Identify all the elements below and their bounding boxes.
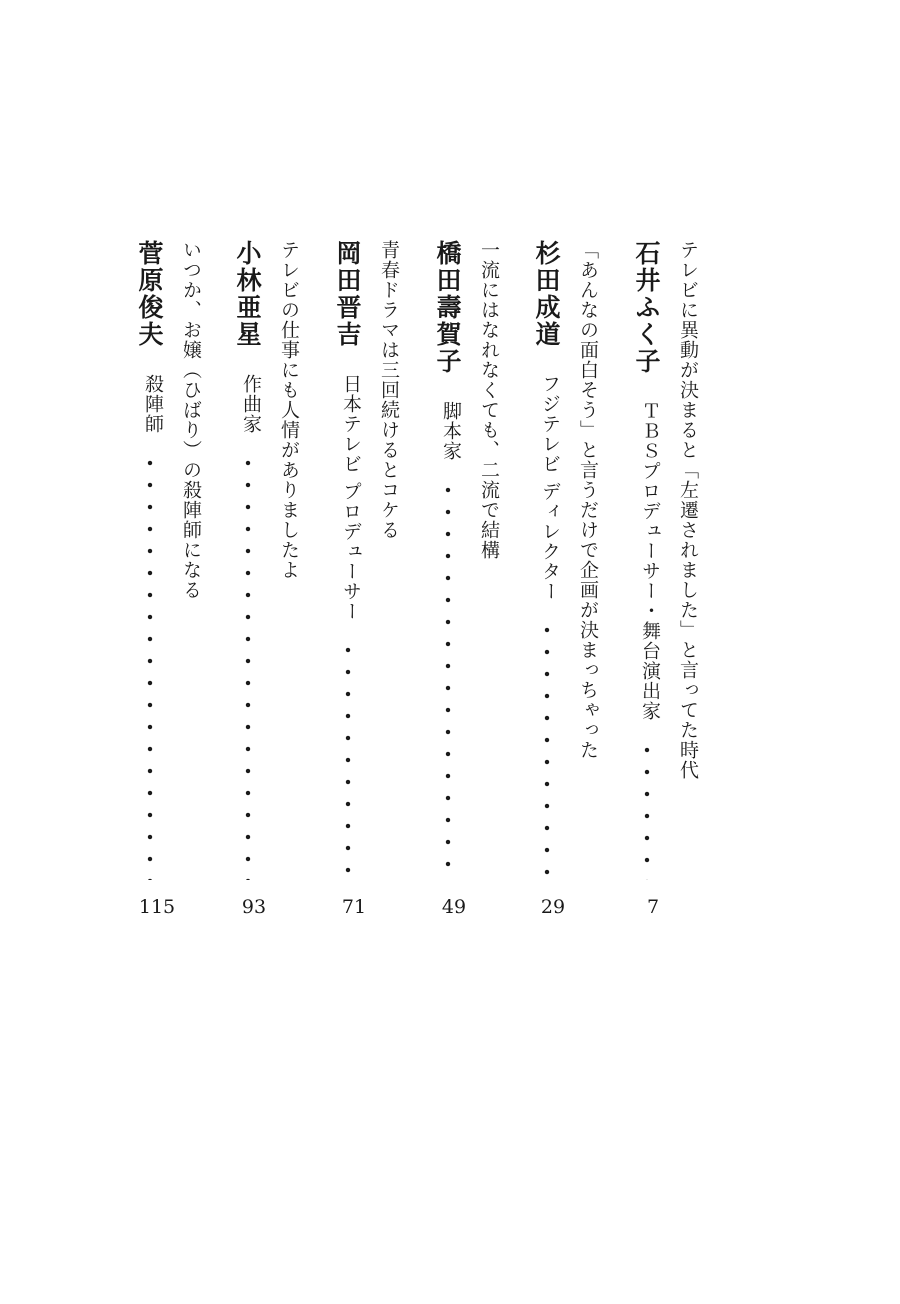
dot-leader bbox=[235, 452, 260, 880]
entry-heading bbox=[335, 240, 360, 880]
entry-heading bbox=[235, 240, 260, 880]
dot-leader bbox=[634, 739, 659, 880]
entry-name: 菅原俊夫 bbox=[135, 240, 164, 348]
toc-entry-6 bbox=[126, 0, 226, 1304]
page-number: 93 bbox=[241, 896, 267, 918]
page-number: 71 bbox=[341, 896, 367, 918]
entry-name: 杉田成道 bbox=[532, 240, 561, 348]
page-number: 29 bbox=[540, 896, 566, 918]
entry-role: フジテレビ ディレクター bbox=[539, 374, 561, 602]
entry-role: 日本テレビ プロデューサー bbox=[340, 374, 362, 622]
entry-heading bbox=[534, 240, 559, 880]
page-number: 49 bbox=[441, 896, 467, 918]
dot-leader bbox=[335, 639, 360, 880]
entry-subtitle: いつか、お嬢（ひばり）の殺陣師になる bbox=[180, 240, 202, 600]
page-number: 7 bbox=[646, 896, 660, 918]
entry-role: 殺陣師 bbox=[142, 374, 164, 434]
toc-entry-1 bbox=[623, 0, 723, 1304]
entry-heading bbox=[435, 240, 460, 880]
entry-subtitle: テレビに異動が決まると「左遷されました」と言ってた時代 bbox=[677, 240, 699, 780]
entry-subtitle: 一流にはなれなくても、二流で結構 bbox=[478, 240, 500, 560]
dot-leader bbox=[137, 452, 162, 880]
entry-subtitle: 「あんなの面白そう」と言うだけで企画が決まっちゃった bbox=[577, 240, 599, 760]
toc-entry-4 bbox=[324, 0, 424, 1304]
entry-subtitle: テレビの仕事にも人情がありましたよ bbox=[278, 240, 300, 580]
entry-name: 小林亜星 bbox=[233, 240, 262, 348]
dot-leader bbox=[435, 479, 460, 880]
entry-name: 岡田晋吉 bbox=[333, 240, 362, 348]
entry-role: ＴＢＳプロデューサー・舞台演出家 bbox=[639, 401, 661, 721]
entry-role: 脚本家 bbox=[440, 401, 462, 461]
entry-subtitle: 青春ドラマは三回続けるとコケる bbox=[378, 240, 400, 540]
entry-name: 橋田壽賀子 bbox=[433, 240, 462, 375]
dot-leader bbox=[534, 619, 559, 880]
entry-role: 作曲家 bbox=[240, 374, 262, 434]
toc-entry-3 bbox=[424, 0, 524, 1304]
entry-heading bbox=[634, 240, 659, 880]
page-number: 115 bbox=[138, 896, 176, 918]
toc-entry-5 bbox=[224, 0, 324, 1304]
toc-entry-2 bbox=[523, 0, 623, 1304]
entry-name: 石井ふく子 bbox=[632, 240, 661, 375]
entry-heading bbox=[137, 240, 162, 880]
